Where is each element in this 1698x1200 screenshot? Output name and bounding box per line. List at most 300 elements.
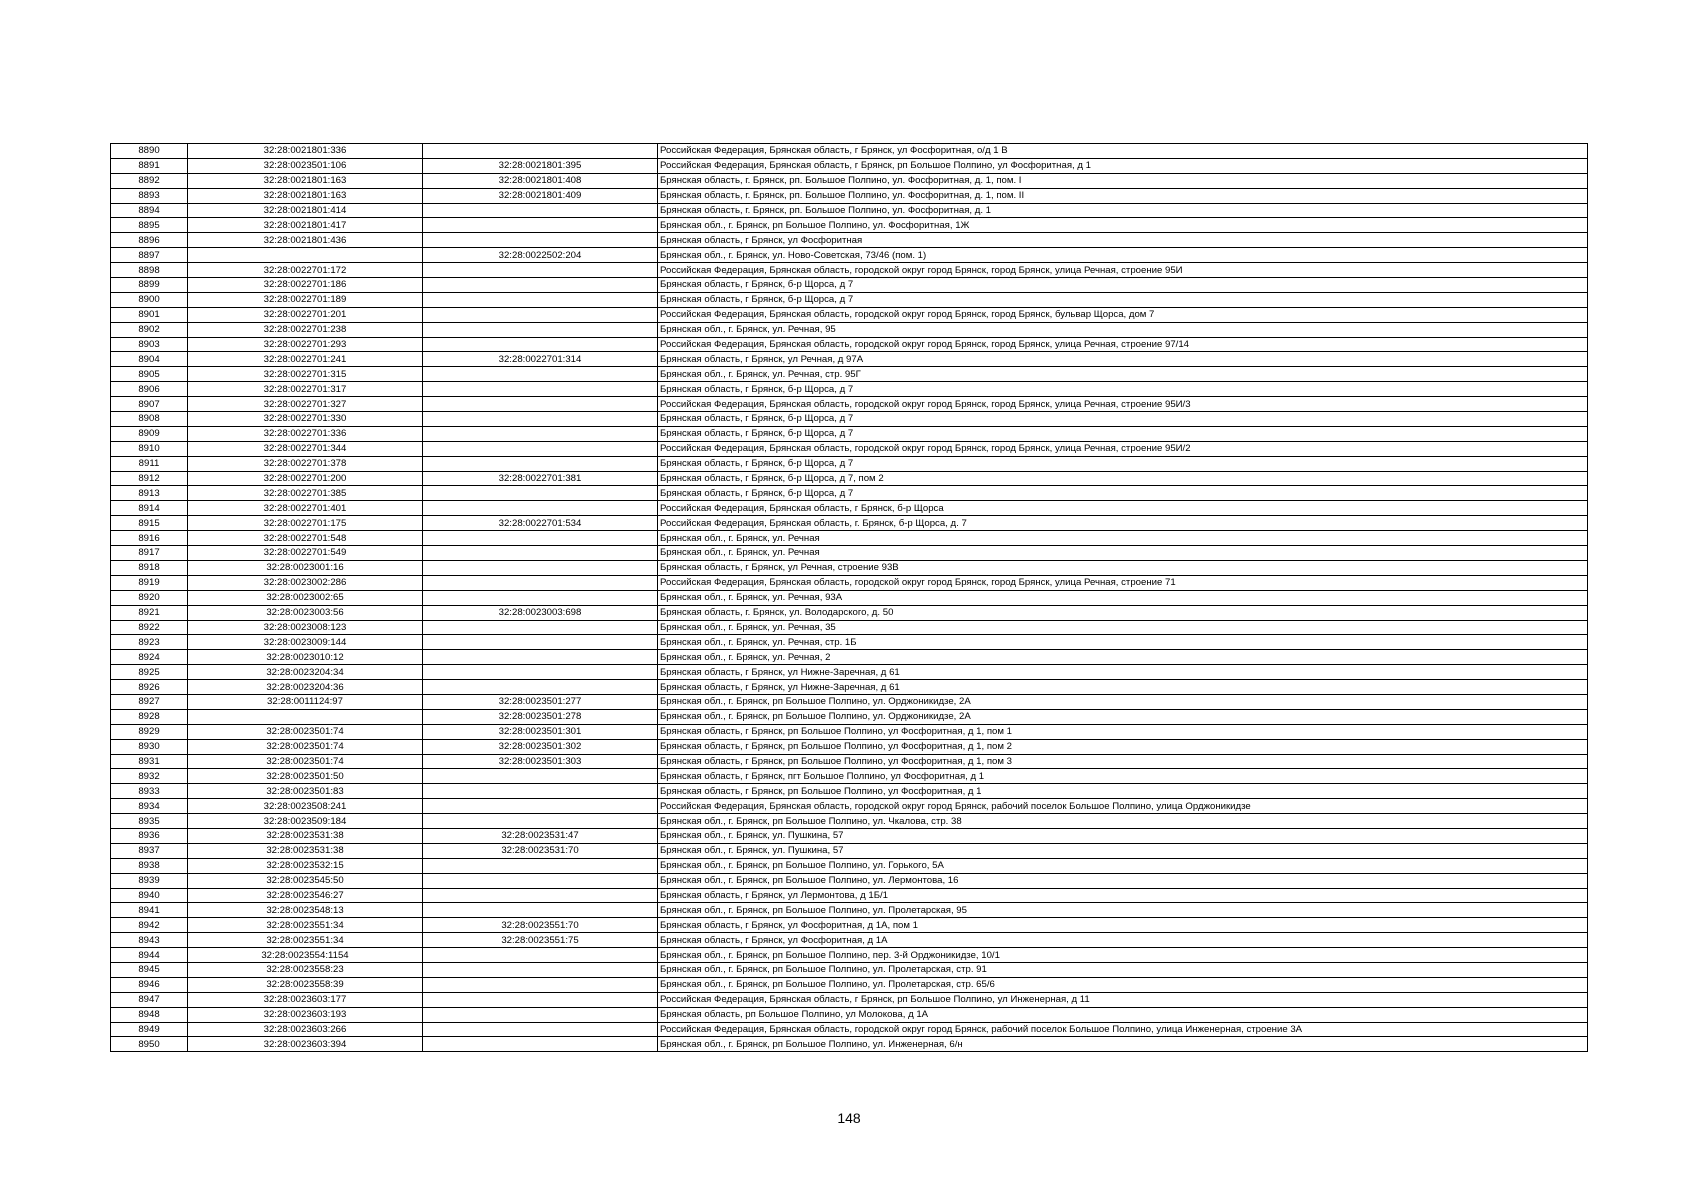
- related-cadastral-cell: 32:28:0023501:303: [423, 754, 658, 769]
- related-cadastral-cell: [423, 858, 658, 873]
- cadastral-number-cell: [188, 709, 423, 724]
- cadastral-number-cell: 32:28:0023532:15: [188, 858, 423, 873]
- table-row: [111, 307, 1588, 322]
- row-number-cell: 8946: [111, 977, 188, 992]
- table-row: [111, 977, 1588, 992]
- related-cadastral-cell: 32:28:0021801:395: [423, 158, 658, 173]
- row-number-cell: 8896: [111, 233, 188, 248]
- table-row: [111, 888, 1588, 903]
- address-cell: Брянская область, г Брянск, б-р Щорса, д 7: [658, 292, 1588, 307]
- cadastral-number-cell: 32:28:0023558:23: [188, 962, 423, 977]
- related-cadastral-cell: [423, 412, 658, 427]
- row-number-cell: 8906: [111, 382, 188, 397]
- cadastral-number-cell: 32:28:0023010:12: [188, 650, 423, 665]
- table-row: [111, 1022, 1588, 1037]
- table-row: [111, 724, 1588, 739]
- row-number-cell: 8933: [111, 784, 188, 799]
- cadastral-number-cell: 32:28:0023002:286: [188, 575, 423, 590]
- row-number-cell: 8894: [111, 203, 188, 218]
- cadastral-number-cell: 32:28:0021801:417: [188, 218, 423, 233]
- address-cell: Брянская обл., г. Брянск, рп Большое Полпино, ул. Лермонтова, 16: [658, 873, 1588, 888]
- address-cell: Брянская обл., г. Брянск, рп Большое Полпино, ул. Пролетарская, 95: [658, 903, 1588, 918]
- related-cadastral-cell: 32:28:0023501:277: [423, 694, 658, 709]
- related-cadastral-cell: [423, 546, 658, 561]
- row-number-cell: 8895: [111, 218, 188, 233]
- related-cadastral-cell: [423, 977, 658, 992]
- related-cadastral-cell: [423, 263, 658, 278]
- cadastral-number-cell: 32:28:0022701:201: [188, 307, 423, 322]
- cadastral-number-cell: 32:28:0021801:336: [188, 144, 423, 159]
- cadastral-number-cell: 32:28:0023001:16: [188, 560, 423, 575]
- cadastral-number-cell: 32:28:0023204:36: [188, 680, 423, 695]
- table-row: [111, 531, 1588, 546]
- address-cell: Российская Федерация, Брянская область, г Брянск, рп Большое Полпино, ул Фосфоритная, д 1: [658, 158, 1588, 173]
- row-number-cell: 8892: [111, 173, 188, 188]
- cadastral-number-cell: 32:28:0023501:74: [188, 739, 423, 754]
- address-cell: Российская Федерация, Брянская область, городской округ город Брянск, город Брянск, улица Речная, строение 95И/2: [658, 441, 1588, 456]
- address-cell: Брянская область, г Брянск, рп Большое Полпино, ул Фосфоритная, д 1, пом 3: [658, 754, 1588, 769]
- cadastral-number-cell: 32:28:0022701:238: [188, 322, 423, 337]
- cadastral-number-cell: 32:28:0023545:50: [188, 873, 423, 888]
- table-row: [111, 248, 1588, 263]
- address-cell: Брянская область, г Брянск, б-р Щорса, д 7: [658, 456, 1588, 471]
- table-row: [111, 784, 1588, 799]
- cadastral-number-cell: 32:28:0022701:189: [188, 292, 423, 307]
- related-cadastral-cell: 32:28:0023003:698: [423, 605, 658, 620]
- related-cadastral-cell: [423, 501, 658, 516]
- related-cadastral-cell: [423, 575, 658, 590]
- row-number-cell: 8925: [111, 665, 188, 680]
- row-number-cell: 8914: [111, 501, 188, 516]
- address-cell: Брянская область, г Брянск, б-р Щорса, д 7: [658, 486, 1588, 501]
- cadastral-number-cell: 32:28:0023501:74: [188, 724, 423, 739]
- cadastral-number-cell: 32:28:0022701:293: [188, 337, 423, 352]
- address-cell: Брянская область, г Брянск, б-р Щорса, д 7: [658, 412, 1588, 427]
- row-number-cell: 8931: [111, 754, 188, 769]
- address-cell: Российская Федерация, Брянская область, городской округ город Брянск, рабочий поселок Большое Полпино, улица Инженерная, строение 3А: [658, 1022, 1588, 1037]
- table-row: [111, 933, 1588, 948]
- row-number-cell: 8945: [111, 962, 188, 977]
- related-cadastral-cell: [423, 635, 658, 650]
- related-cadastral-cell: 32:28:0021801:408: [423, 173, 658, 188]
- cadastral-number-cell: 32:28:0023501:50: [188, 769, 423, 784]
- related-cadastral-cell: [423, 337, 658, 352]
- cadastral-number-cell: 32:28:0022701:549: [188, 546, 423, 561]
- cadastral-number-cell: 32:28:0023003:56: [188, 605, 423, 620]
- related-cadastral-cell: [423, 903, 658, 918]
- cadastral-number-cell: 32:28:0022701:401: [188, 501, 423, 516]
- related-cadastral-cell: [423, 456, 658, 471]
- row-number-cell: 8926: [111, 680, 188, 695]
- row-number-cell: 8921: [111, 605, 188, 620]
- row-number-cell: 8923: [111, 635, 188, 650]
- related-cadastral-cell: [423, 873, 658, 888]
- table-row: [111, 546, 1588, 561]
- cadastral-number-cell: 32:28:0022701:241: [188, 352, 423, 367]
- address-cell: Брянская обл., г. Брянск, ул. Речная, 35: [658, 620, 1588, 635]
- row-number-cell: 8928: [111, 709, 188, 724]
- table-row: [111, 635, 1588, 650]
- row-number-cell: 8949: [111, 1022, 188, 1037]
- table-row: [111, 843, 1588, 858]
- address-cell: Брянская область, г Брянск, рп Большое Полпино, ул Фосфоритная, д 1, пом 2: [658, 739, 1588, 754]
- table-row: [111, 486, 1588, 501]
- row-number-cell: 8898: [111, 263, 188, 278]
- row-number-cell: 8936: [111, 828, 188, 843]
- table-row: [111, 903, 1588, 918]
- row-number-cell: 8904: [111, 352, 188, 367]
- table-row: [111, 292, 1588, 307]
- related-cadastral-cell: [423, 888, 658, 903]
- related-cadastral-cell: 32:28:0022701:314: [423, 352, 658, 367]
- address-cell: Российская Федерация, Брянская область, г Брянск, б-р Щорса: [658, 501, 1588, 516]
- related-cadastral-cell: [423, 531, 658, 546]
- cadastral-number-cell: 32:28:0023551:34: [188, 933, 423, 948]
- table-row: [111, 709, 1588, 724]
- row-number-cell: 8924: [111, 650, 188, 665]
- table-row: [111, 144, 1588, 159]
- row-number-cell: 8907: [111, 397, 188, 412]
- related-cadastral-cell: 32:28:0023501:302: [423, 739, 658, 754]
- cadastral-number-cell: 32:28:0023548:13: [188, 903, 423, 918]
- table-row: [111, 441, 1588, 456]
- table-row: [111, 754, 1588, 769]
- row-number-cell: 8948: [111, 1007, 188, 1022]
- cadastral-number-cell: 32:28:0023508:241: [188, 799, 423, 814]
- table-row: [111, 799, 1588, 814]
- cadastral-number-cell: 32:28:0022701:330: [188, 412, 423, 427]
- table-row: [111, 203, 1588, 218]
- row-number-cell: 8901: [111, 307, 188, 322]
- table-row: [111, 560, 1588, 575]
- address-cell: Брянская область, г Брянск, рп Большое Полпино, ул Фосфоритная, д 1: [658, 784, 1588, 799]
- related-cadastral-cell: [423, 680, 658, 695]
- related-cadastral-cell: 32:28:0023531:47: [423, 828, 658, 843]
- related-cadastral-cell: 32:28:0023531:70: [423, 843, 658, 858]
- table-row: [111, 873, 1588, 888]
- address-cell: Брянская обл., г. Брянск, ул. Речная, 95: [658, 322, 1588, 337]
- related-cadastral-cell: 32:28:0023551:75: [423, 933, 658, 948]
- address-cell: Брянская обл., г. Брянск, ул. Речная, стр. 1Б: [658, 635, 1588, 650]
- address-cell: Российская Федерация, Брянская область, г Брянск, рп Большое Полпино, ул Инженерная, д 11: [658, 992, 1588, 1007]
- table-row: [111, 367, 1588, 382]
- row-number-cell: 8918: [111, 560, 188, 575]
- address-cell: Брянская область, г. Брянск, рп. Большое Полпино, ул. Фосфоритная, д. 1: [658, 203, 1588, 218]
- row-number-cell: 8913: [111, 486, 188, 501]
- row-number-cell: 8927: [111, 694, 188, 709]
- table-row: [111, 962, 1588, 977]
- address-cell: Брянская обл., г. Брянск, ул. Пушкина, 57: [658, 843, 1588, 858]
- related-cadastral-cell: [423, 233, 658, 248]
- row-number-cell: 8919: [111, 575, 188, 590]
- row-number-cell: 8912: [111, 471, 188, 486]
- table-row: [111, 188, 1588, 203]
- related-cadastral-cell: [423, 650, 658, 665]
- address-cell: Брянская обл., г. Брянск, рп Большое Полпино, ул. Фосфоритная, 1Ж: [658, 218, 1588, 233]
- related-cadastral-cell: [423, 486, 658, 501]
- property-registry-table: [110, 143, 1588, 1052]
- address-cell: Брянская область, г Брянск, б-р Щорса, д 7: [658, 382, 1588, 397]
- cadastral-number-cell: 32:28:0023204:34: [188, 665, 423, 680]
- address-cell: Российская Федерация, Брянская область, г. Брянск, б-р Щорса, д. 7: [658, 516, 1588, 531]
- cadastral-number-cell: 32:28:0021801:163: [188, 173, 423, 188]
- registry-rows: [111, 144, 1588, 1052]
- cadastral-number-cell: 32:28:0023531:38: [188, 828, 423, 843]
- related-cadastral-cell: 32:28:0023551:70: [423, 918, 658, 933]
- row-number-cell: 8920: [111, 590, 188, 605]
- address-cell: Брянская обл., г. Брянск, рп Большое Полпино, ул. Инженерная, 6/н: [658, 1037, 1588, 1052]
- row-number-cell: 8908: [111, 412, 188, 427]
- address-cell: Брянская область, г Брянск, ул Лермонтова, д 1Б/1: [658, 888, 1588, 903]
- related-cadastral-cell: [423, 203, 658, 218]
- cadastral-number-cell: 32:28:0023551:34: [188, 918, 423, 933]
- row-number-cell: 8944: [111, 948, 188, 963]
- table-row: [111, 218, 1588, 233]
- cadastral-number-cell: 32:28:0023558:39: [188, 977, 423, 992]
- cadastral-number-cell: 32:28:0022701:385: [188, 486, 423, 501]
- related-cadastral-cell: [423, 799, 658, 814]
- row-number-cell: 8909: [111, 426, 188, 441]
- row-number-cell: 8932: [111, 769, 188, 784]
- address-cell: Брянская обл., г. Брянск, рп Большое Полпино, ул. Пролетарская, стр. 91: [658, 962, 1588, 977]
- table-row: [111, 575, 1588, 590]
- address-cell: Брянская обл., г. Брянск, ул. Речная, 2: [658, 650, 1588, 665]
- table-row: [111, 814, 1588, 829]
- row-number-cell: 8942: [111, 918, 188, 933]
- table-row: [111, 620, 1588, 635]
- cadastral-number-cell: 32:28:0022701:317: [188, 382, 423, 397]
- table-row: [111, 605, 1588, 620]
- related-cadastral-cell: 32:28:0022701:534: [423, 516, 658, 531]
- cadastral-number-cell: 32:28:0023603:266: [188, 1022, 423, 1037]
- cadastral-number-cell: 32:28:0023554:1154: [188, 948, 423, 963]
- table-row: [111, 233, 1588, 248]
- cadastral-number-cell: 32:28:0022701:186: [188, 278, 423, 293]
- address-cell: Брянская обл., г. Брянск, ул. Речная: [658, 531, 1588, 546]
- table-row: [111, 694, 1588, 709]
- related-cadastral-cell: [423, 367, 658, 382]
- row-number-cell: 8890: [111, 144, 188, 159]
- address-cell: Брянская область, г Брянск, пгт Большое Полпино, ул Фосфоритная, д 1: [658, 769, 1588, 784]
- related-cadastral-cell: [423, 382, 658, 397]
- cadastral-number-cell: 32:28:0021801:436: [188, 233, 423, 248]
- address-cell: Российская Федерация, Брянская область, городской округ город Брянск, город Брянск, улица Речная, строение 95И: [658, 263, 1588, 278]
- table-row: [111, 352, 1588, 367]
- related-cadastral-cell: [423, 397, 658, 412]
- row-number-cell: 8899: [111, 278, 188, 293]
- related-cadastral-cell: [423, 144, 658, 159]
- cadastral-number-cell: 32:28:0023603:193: [188, 1007, 423, 1022]
- address-cell: Брянская обл., г. Брянск, ул. Речная, стр. 95Г: [658, 367, 1588, 382]
- address-cell: Российская Федерация, Брянская область, г Брянск, ул Фосфоритная, о/д 1 В: [658, 144, 1588, 159]
- address-cell: Брянская обл., г. Брянск, ул. Речная: [658, 546, 1588, 561]
- address-cell: Брянская область, г Брянск, ул Нижне-Заречная, д 61: [658, 680, 1588, 695]
- address-cell: Брянская область, г Брянск, ул Речная, д 97А: [658, 352, 1588, 367]
- cadastral-number-cell: 32:28:0023501:74: [188, 754, 423, 769]
- address-cell: Брянская область, г Брянск, ул Фосфоритная, д 1А: [658, 933, 1588, 948]
- table-row: [111, 1037, 1588, 1052]
- table-row: [111, 948, 1588, 963]
- row-number-cell: 8940: [111, 888, 188, 903]
- row-number-cell: 8905: [111, 367, 188, 382]
- cadastral-number-cell: 32:28:0022701:172: [188, 263, 423, 278]
- table-row: [111, 665, 1588, 680]
- row-number-cell: 8891: [111, 158, 188, 173]
- cadastral-number-cell: 32:28:0023002:65: [188, 590, 423, 605]
- address-cell: Брянская область, г Брянск, ул Речная, строение 93В: [658, 560, 1588, 575]
- related-cadastral-cell: [423, 1007, 658, 1022]
- cadastral-number-cell: 32:28:0022701:548: [188, 531, 423, 546]
- row-number-cell: 8938: [111, 858, 188, 873]
- related-cadastral-cell: [423, 620, 658, 635]
- table-row: [111, 739, 1588, 754]
- related-cadastral-cell: [423, 665, 658, 680]
- related-cadastral-cell: [423, 560, 658, 575]
- table-row: [111, 918, 1588, 933]
- related-cadastral-cell: [423, 590, 658, 605]
- related-cadastral-cell: [423, 218, 658, 233]
- address-cell: Брянская обл., г. Брянск, рп Большое Полпино, пер. 3-й Орджоникидзе, 10/1: [658, 948, 1588, 963]
- address-cell: Брянская область, г. Брянск, рп. Большое Полпино, ул. Фосфоритная, д. 1, пом. I: [658, 173, 1588, 188]
- cadastral-number-cell: 32:28:0022701:200: [188, 471, 423, 486]
- row-number-cell: 8910: [111, 441, 188, 456]
- address-cell: Брянская область, г Брянск, б-р Щорса, д 7: [658, 278, 1588, 293]
- cadastral-number-cell: [188, 248, 423, 263]
- cadastral-number-cell: 32:28:0022701:327: [188, 397, 423, 412]
- table-row: [111, 650, 1588, 665]
- table-row: [111, 858, 1588, 873]
- cadastral-number-cell: 32:28:0023603:394: [188, 1037, 423, 1052]
- table-row: [111, 412, 1588, 427]
- cadastral-number-cell: 32:28:0022701:336: [188, 426, 423, 441]
- row-number-cell: 8937: [111, 843, 188, 858]
- cadastral-number-cell: 32:28:0011124:97: [188, 694, 423, 709]
- table-row: [111, 158, 1588, 173]
- table-row: [111, 1007, 1588, 1022]
- related-cadastral-cell: 32:28:0022701:381: [423, 471, 658, 486]
- related-cadastral-cell: [423, 278, 658, 293]
- related-cadastral-cell: 32:28:0022502:204: [423, 248, 658, 263]
- cadastral-number-cell: 32:28:0023509:184: [188, 814, 423, 829]
- table-row: [111, 263, 1588, 278]
- related-cadastral-cell: [423, 769, 658, 784]
- cadastral-number-cell: 32:28:0023603:177: [188, 992, 423, 1007]
- row-number-cell: 8902: [111, 322, 188, 337]
- row-number-cell: 8893: [111, 188, 188, 203]
- row-number-cell: 8903: [111, 337, 188, 352]
- table-row: [111, 382, 1588, 397]
- related-cadastral-cell: [423, 292, 658, 307]
- related-cadastral-cell: [423, 441, 658, 456]
- related-cadastral-cell: [423, 992, 658, 1007]
- address-cell: Брянская область, г Брянск, б-р Щорса, д 7, пом 2: [658, 471, 1588, 486]
- table-row: [111, 456, 1588, 471]
- cadastral-number-cell: 32:28:0023531:38: [188, 843, 423, 858]
- related-cadastral-cell: [423, 962, 658, 977]
- related-cadastral-cell: [423, 784, 658, 799]
- address-cell: Брянская область, г Брянск, ул Фосфоритная: [658, 233, 1588, 248]
- address-cell: Российская Федерация, Брянская область, городской округ город Брянск, город Брянск, улица Речная, строение 71: [658, 575, 1588, 590]
- row-number-cell: 8939: [111, 873, 188, 888]
- row-number-cell: 8935: [111, 814, 188, 829]
- cadastral-number-cell: 32:28:0023546:27: [188, 888, 423, 903]
- related-cadastral-cell: [423, 426, 658, 441]
- address-cell: Брянская область, г Брянск, рп Большое Полпино, ул Фосфоритная, д 1, пом 1: [658, 724, 1588, 739]
- related-cadastral-cell: [423, 1037, 658, 1052]
- row-number-cell: 8943: [111, 933, 188, 948]
- address-cell: Брянская область, рп Большое Полпино, ул Молокова, д 1А: [658, 1007, 1588, 1022]
- page-number: 148: [837, 1110, 861, 1126]
- related-cadastral-cell: [423, 814, 658, 829]
- table-row: [111, 590, 1588, 605]
- row-number-cell: 8911: [111, 456, 188, 471]
- address-cell: Брянская область, г. Брянск, рп. Большое Полпино, ул. Фосфоритная, д. 1, пом. II: [658, 188, 1588, 203]
- cadastral-number-cell: 32:28:0023501:106: [188, 158, 423, 173]
- cadastral-number-cell: 32:28:0023501:83: [188, 784, 423, 799]
- address-cell: Брянская область, г Брянск, б-р Щорса, д 7: [658, 426, 1588, 441]
- address-cell: Брянская обл., г. Брянск, ул. Речная, 93А: [658, 590, 1588, 605]
- cadastral-number-cell: 32:28:0021801:163: [188, 188, 423, 203]
- table-row: [111, 173, 1588, 188]
- address-cell: Брянская область, г Брянск, ул Нижне-Заречная, д 61: [658, 665, 1588, 680]
- row-number-cell: 8950: [111, 1037, 188, 1052]
- table-row: [111, 516, 1588, 531]
- address-cell: Российская Федерация, Брянская область, городской округ город Брянск, рабочий поселок Большое Полпино, улица Орджоникидзе: [658, 799, 1588, 814]
- address-cell: Брянская обл., г. Брянск, рп Большое Полпино, ул. Орджоникидзе, 2А: [658, 709, 1588, 724]
- related-cadastral-cell: [423, 307, 658, 322]
- row-number-cell: 8930: [111, 739, 188, 754]
- row-number-cell: 8900: [111, 292, 188, 307]
- row-number-cell: 8929: [111, 724, 188, 739]
- address-cell: Брянская область, г. Брянск, ул. Володарского, д. 50: [658, 605, 1588, 620]
- table-row: [111, 992, 1588, 1007]
- related-cadastral-cell: [423, 1022, 658, 1037]
- table-row: [111, 397, 1588, 412]
- table-row: [111, 471, 1588, 486]
- cadastral-number-cell: 32:28:0023009:144: [188, 635, 423, 650]
- table-row: [111, 278, 1588, 293]
- address-cell: Брянская обл., г. Брянск, рп Большое Полпино, ул. Орджоникидзе, 2А: [658, 694, 1588, 709]
- address-cell: Брянская обл., г. Брянск, рп Большое Полпино, ул. Горького, 5А: [658, 858, 1588, 873]
- related-cadastral-cell: [423, 948, 658, 963]
- row-number-cell: 8917: [111, 546, 188, 561]
- related-cadastral-cell: 32:28:0023501:278: [423, 709, 658, 724]
- row-number-cell: 8934: [111, 799, 188, 814]
- table-row: [111, 769, 1588, 784]
- table-row: [111, 322, 1588, 337]
- cadastral-number-cell: 32:28:0022701:315: [188, 367, 423, 382]
- address-cell: Брянская обл., г. Брянск, ул. Ново-Советская, 73/46 (пом. 1): [658, 248, 1588, 263]
- address-cell: Брянская обл., г. Брянск, ул. Пушкина, 57: [658, 828, 1588, 843]
- row-number-cell: 8916: [111, 531, 188, 546]
- address-cell: Российская Федерация, Брянская область, городской округ город Брянск, город Брянск, бульвар Щорса, дом 7: [658, 307, 1588, 322]
- row-number-cell: 8897: [111, 248, 188, 263]
- address-cell: Брянская обл., г. Брянск, рп Большое Полпино, ул. Пролетарская, стр. 65/6: [658, 977, 1588, 992]
- related-cadastral-cell: [423, 322, 658, 337]
- row-number-cell: 8947: [111, 992, 188, 1007]
- address-cell: Брянская область, г Брянск, ул Фосфоритная, д 1А, пом 1: [658, 918, 1588, 933]
- address-cell: Брянская обл., г. Брянск, рп Большое Полпино, ул. Чкалова, стр. 38: [658, 814, 1588, 829]
- cadastral-number-cell: 32:28:0022701:378: [188, 456, 423, 471]
- table-row: [111, 501, 1588, 516]
- table-row: [111, 426, 1588, 441]
- cadastral-number-cell: 32:28:0022701:344: [188, 441, 423, 456]
- related-cadastral-cell: 32:28:0021801:409: [423, 188, 658, 203]
- cadastral-number-cell: 32:28:0023008:123: [188, 620, 423, 635]
- table-row: [111, 680, 1588, 695]
- table-row: [111, 337, 1588, 352]
- row-number-cell: 8915: [111, 516, 188, 531]
